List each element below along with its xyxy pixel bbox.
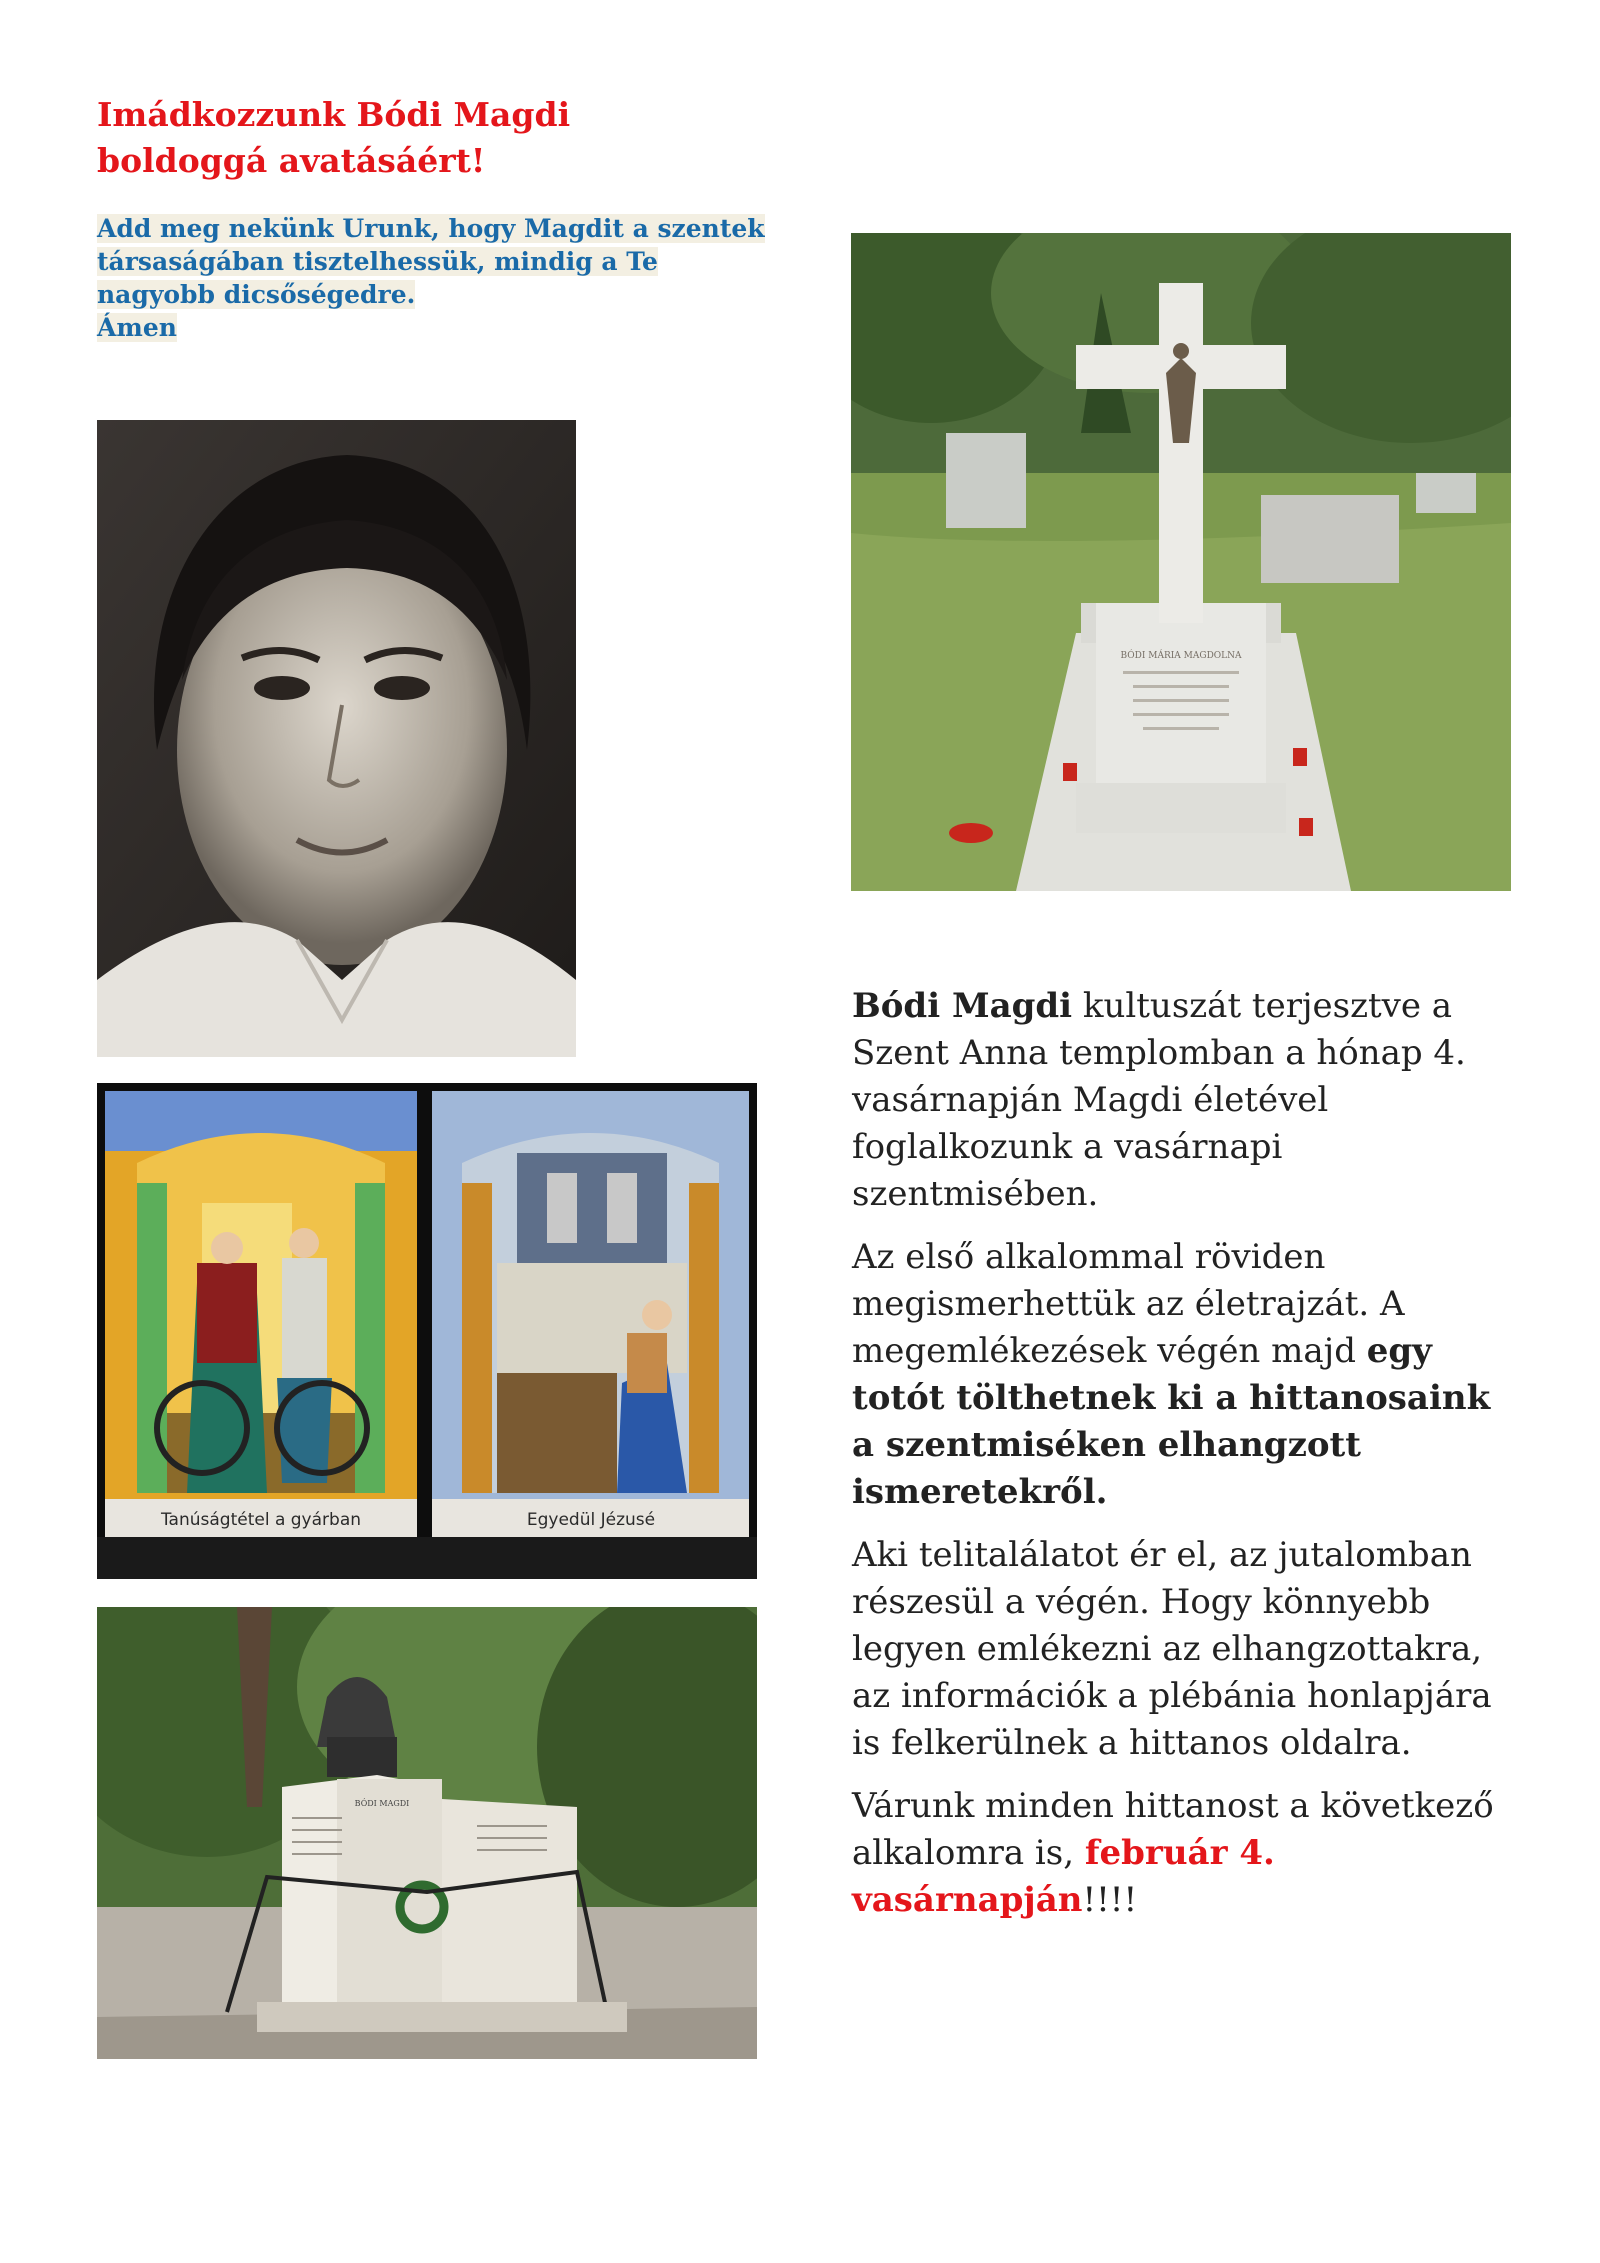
prayer-line-2: társaságában tisztelhessük, mindig a Te <box>97 247 658 276</box>
stained-glass-caption-right: Egyedül Jézusé <box>526 1510 656 1530</box>
title-line-1: Imádkozzunk Bódi Magdi <box>97 95 571 134</box>
grave-inscription: BÓDI MÁRIA MAGDOLNA <box>1120 651 1242 661</box>
paragraph-2-start: Az első alkalommal röviden megismerhettük az életrajzát. A megemlékezések végén majd <box>852 1237 1405 1371</box>
portrait-photo <box>97 420 576 1057</box>
stained-glass-photo <box>97 1083 757 1579</box>
paragraph-1 <box>852 983 1512 1218</box>
page-title <box>97 92 797 184</box>
paragraph-2-bold: egy totót tölthetnek ki a hittanosaink a szentmiséken elhangzott ismeretekről. <box>852 1331 1491 1512</box>
paragraph-1-rest: kultuszát terjesztve a Szent Anna templomban a hónap 4. vasárnapján Magdi életével foglalkozunk a vasárnapi szentmisében. <box>852 986 1466 1214</box>
body-text <box>852 983 1512 1940</box>
monument-photo <box>97 1607 757 2059</box>
paragraph-4 <box>852 1783 1512 1924</box>
paragraph-4-start: Várunk minden hittanost a következő alkalomra is, <box>852 1786 1494 1873</box>
prayer-line-1: Add meg nekünk Urunk, hogy Magdit a szentek <box>97 214 765 243</box>
paragraph-4-end: !!!! <box>1082 1880 1138 1920</box>
paragraph-1-name: Bódi Magdi <box>852 986 1073 1026</box>
prayer-line-3: nagyobb dicsőségedre. <box>97 280 416 309</box>
monument-name: BÓDI MAGDI <box>354 1799 410 1808</box>
grave-photo <box>851 233 1511 891</box>
paragraph-3: Aki telitalálatot ér el, az jutalomban részesül a végén. Hogy könnyebb legyen emlékezni az elhangzottakra, az információk a plébánia honlapjára is felkerülnek a hittanos oldalra. <box>852 1535 1492 1763</box>
paragraph-2 <box>852 1234 1512 1516</box>
prayer-text <box>97 212 777 344</box>
title-line-2: boldoggá avatásáért! <box>97 141 486 180</box>
paragraph-4-date: február 4. vasárnapján <box>852 1833 1275 1920</box>
prayer-line-4: Ámen <box>97 313 177 342</box>
stained-glass-caption-left: Tanúságtétel a gyárban <box>160 1510 362 1530</box>
